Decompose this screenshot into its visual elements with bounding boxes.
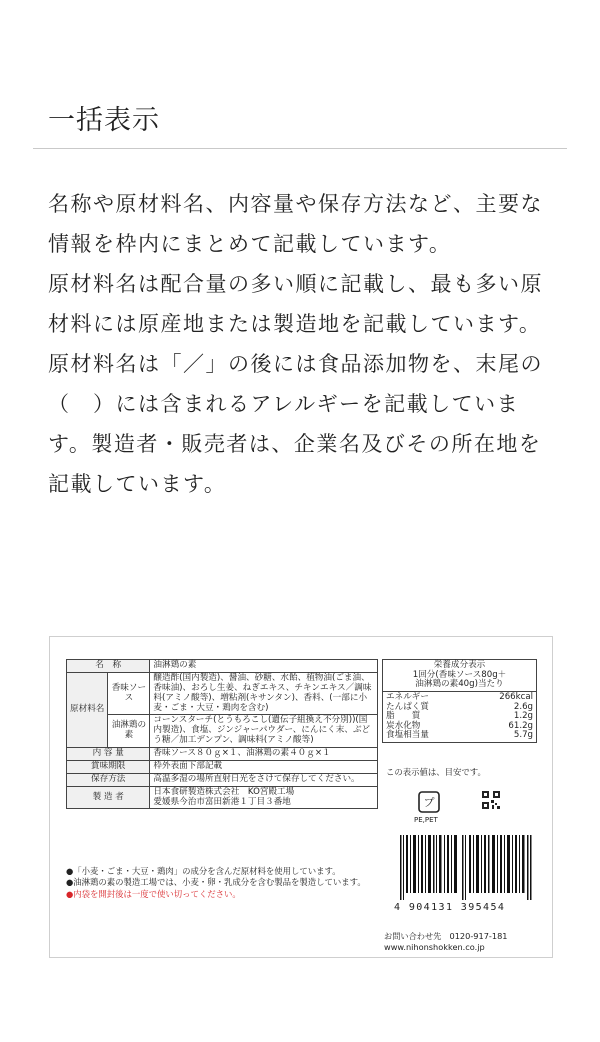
nutrition-serving-1: 1回分(香味ソース80g＋ <box>412 669 507 680</box>
nutrient-value: 5.7g <box>513 730 533 741</box>
content-header: 内 容 量 <box>67 748 150 761</box>
note-allergen: ●「小麦・ごま・大豆・鶏肉」の成分を含んだ原材料を使用しています。 <box>66 866 341 876</box>
contact-info <box>384 931 508 953</box>
name-header: 名 称 <box>67 660 150 673</box>
nutrient-name: エネルギー <box>386 691 429 702</box>
bulk-info-table <box>66 659 378 809</box>
expiry-value: 枠外表面下部記載 <box>150 760 378 773</box>
description <box>48 184 556 504</box>
maker-value <box>150 786 378 809</box>
storage-value: 高温多湿の場所直射日光をさけて保存してください。 <box>150 773 378 786</box>
svg-text:プ: プ <box>423 796 435 809</box>
storage-header: 保存方法 <box>67 773 150 786</box>
nutrition-row <box>386 731 533 741</box>
nutrition-table <box>382 659 537 743</box>
title-divider <box>33 148 567 149</box>
nutrition-title: 栄養成分表示 <box>433 660 486 670</box>
sauce-label: 香味ソース <box>108 672 150 715</box>
maker-row <box>67 786 378 809</box>
note-factory: ●油淋鶏の素の製造工場では、小麦・卵・乳成分を含む製品を製造しています。 <box>66 877 366 888</box>
name-value: 油淋鶏の素 <box>150 660 378 673</box>
sauce-ingredients: 醸造酢(国内製造)、醤油、砂糖、水飴、植物油(ごま油、香味油)、おろし生姜、ねぎエキス、チキンエキス／調味料(アミノ酸等)、増粘剤(キサンタン)、香料、(一部に小麦・ごま・大豆・鶏肉を含む) <box>150 672 378 715</box>
description-paragraph-1: 名称や原材料名、内容量や保存方法など、主要な情報を枠内にまとめて記載しています。 <box>48 192 543 256</box>
barcode-icon <box>400 835 532 900</box>
nutrition-header <box>383 660 537 692</box>
page-title: 一括表示 <box>48 105 160 136</box>
maker-header: 製 造 者 <box>67 786 150 809</box>
nutrient-value: 266kcal <box>499 691 533 702</box>
contact-phone: お問い合わせ先 0120-917-181 <box>384 931 508 941</box>
label-notes <box>66 866 381 900</box>
nutrient-name: たんぱく質 <box>386 701 429 712</box>
nutrient-name: 食塩相当量 <box>386 730 429 741</box>
barcode-number: 4 904131 395454 <box>394 902 506 913</box>
contact-url: www.nihonshokken.co.jp <box>384 942 485 953</box>
sauce-row <box>67 672 378 715</box>
ingredients-header: 原材料名 <box>67 672 108 747</box>
nutrient-value: 61.2g <box>508 720 533 731</box>
expiry-header: 賞味期限 <box>67 760 150 773</box>
name-row <box>67 660 378 673</box>
maker-line-1: 日本食研製造株式会社 KO宮殿工場 <box>153 786 295 797</box>
qr-code-icon <box>482 791 500 809</box>
maker-line-2: 愛媛県今治市富田新港１丁目３番地 <box>153 796 291 807</box>
description-paragraph-3: 原材料名は「／」の後には食品添加物を、末尾の（ ）には含まれるアレルギーを記載しています。製造者・販売者は、企業名及びその所在地を記載しています。 <box>48 352 543 496</box>
recycle-label: PE,PET <box>414 816 438 824</box>
nutrition-serving-2: 油淋鶏の素40g)当たり <box>415 679 504 690</box>
expiry-row <box>67 760 378 773</box>
mix-ingredients: コーンスターチ(とうもろこし(遺伝子組換え不分別))(国内製造)、食塩、ジンジャーパウダー、にんにく末、ぶどう糖／加工デンプン、調味料(アミノ酸等) <box>150 715 378 748</box>
nutrient-name: 脂 質 <box>386 711 421 722</box>
content-row <box>67 748 378 761</box>
nutrient-name: 炭水化物 <box>386 720 421 731</box>
nutrient-value: 1.2g <box>513 711 533 722</box>
storage-row <box>67 773 378 786</box>
product-label-image <box>49 636 553 958</box>
mix-row <box>67 715 378 748</box>
description-paragraph-2: 原材料名は配合量の多い順に記載し、最も多い原材料には原産地または製造地を記載しています。 <box>48 272 543 336</box>
nutrient-value: 2.6g <box>513 701 533 712</box>
label-inner <box>66 659 540 953</box>
mix-label: 油淋鶏の素 <box>108 715 150 748</box>
nutrition-values <box>383 691 537 742</box>
content-value: 香味ソース８０ｇ×１、油淋鶏の素４０ｇ×１ <box>150 748 378 761</box>
note-warning: ●内袋を開封後は一度で使い切ってください。 <box>66 888 241 899</box>
recycle-mark-icon <box>416 789 442 815</box>
nutrition-note: この表示値は、目安です。 <box>386 767 486 777</box>
